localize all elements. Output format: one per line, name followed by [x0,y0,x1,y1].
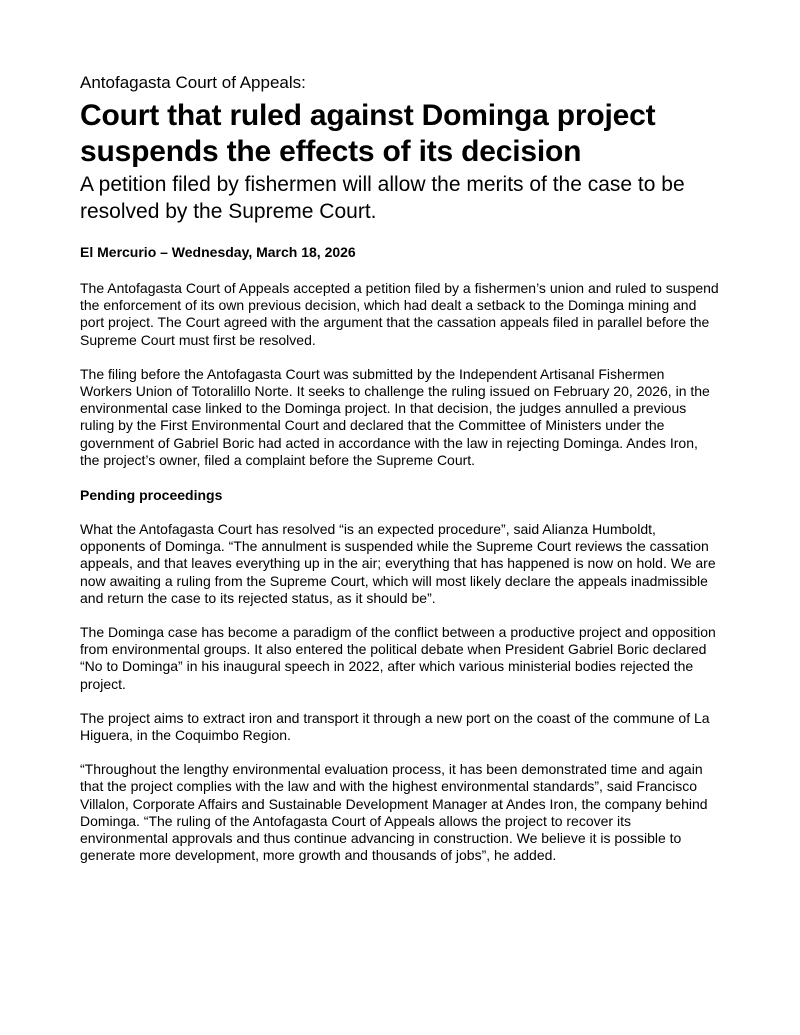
article-subhead: A petition filed by fishermen will allow the merits of the case to be resolved by the Supreme Court. [80,173,685,223]
paragraph-5: The project aims to extract iron and transport it through a new port on the coast of the commune of La Higuera, in the Coquimbo Region. [80,709,710,744]
paragraph-4: The Dominga case has become a paradigm of the conflict between a productive project and opposition from environmental groups. It also entered the political debate when President Gabriel Boric declared “No to Dominga” in his inaugural speech in 2022, after which various ministerial bodies rejected the project. [80,624,716,692]
paragraph-2: The filing before the Antofagasta Court was submitted by the Independent Artisanal Fishermen Workers Union of Totoralillo Norte. It seeks to challenge the ruling issued on February 20, 2026, in the environmental case linked to the Dominga project. In that decision, the judges annulled a previous ruling by the First Environmental Court and declared that the Committee of Ministers under the government of Gabriel Boric had acted in accordance with the law in rejecting Dominga. Andes Iron, the project’s owner, filed a complaint before the Supreme Court. [80,365,710,468]
article-kicker: Antofagasta Court of Appeals: [80,73,306,92]
section-heading: Pending proceedings [80,487,223,504]
headline-line-2: suspends the effects of its decision [80,135,582,168]
article-byline: El Mercurio – Wednesday, March 18, 2026 [80,244,356,260]
paragraph-1: The Antofagasta Court of Appeals accepted a petition filed by a fishermen’s union and ruled to suspend the enforcement of its own previous decision, which had dealt a setback to the Dominga mining and port project. The Court agreed with the argument that the cassation appeals filed in parallel before the Supreme Court must first be resolved. [80,280,719,348]
article-headline [80,98,720,170]
paragraph-3: What the Antofagasta Court has resolved “is an expected procedure”, said Alianza Humboldt, opponents of Dominga. “The annulment is suspended while the Supreme Court reviews the cassation appeals, and that leaves everything up in the air; everything that has happened is now on hold. We are now awaiting a ruling from the Supreme Court, which will most likely declare the appeals inadmissible and return the case to its rejected status, as it should be”. [80,521,716,606]
headline-line-1: Court that ruled against Dominga project [80,99,656,132]
article [80,72,720,864]
paragraph-6: “Throughout the lengthy environmental evaluation process, it has been demonstrated time and again that the project complies with the law and with the highest environmental standards”, said Francisco Villalon, Corporate Affairs and Sustainable Development Manager at Andes Iron, the company behind Dominga. “The ruling of the Antofagasta Court of Appeals allows the project to recover its environmental approvals and thus continue advancing in construction. We believe it is possible to generate more development, more growth and thousands of jobs”, he added. [80,761,708,864]
